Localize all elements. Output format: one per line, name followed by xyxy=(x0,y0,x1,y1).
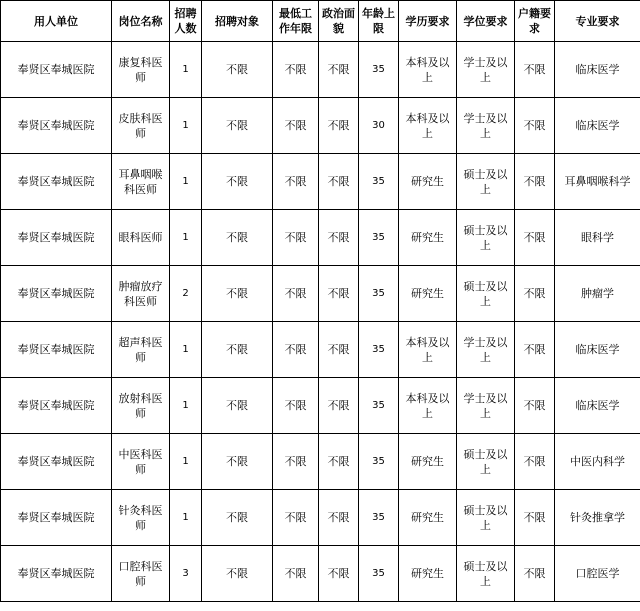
cell-headcount: 3 xyxy=(170,546,202,602)
cell-age-limit: 35 xyxy=(359,490,399,546)
cell-age-limit: 35 xyxy=(359,434,399,490)
cell-residence: 不限 xyxy=(515,322,555,378)
cell-major: 临床医学 xyxy=(555,42,640,98)
table-row xyxy=(1,322,640,378)
cell-political: 不限 xyxy=(319,490,359,546)
cell-min-years: 不限 xyxy=(273,434,319,490)
cell-min-years: 不限 xyxy=(273,546,319,602)
cell-headcount: 1 xyxy=(170,98,202,154)
cell-position: 康复科医师 xyxy=(112,42,170,98)
cell-degree: 硕士及以上 xyxy=(457,266,515,322)
cell-political: 不限 xyxy=(319,42,359,98)
cell-position: 超声科医师 xyxy=(112,322,170,378)
cell-unit: 奉贤区奉城医院 xyxy=(1,546,112,602)
cell-age-limit: 35 xyxy=(359,322,399,378)
cell-target: 不限 xyxy=(202,322,273,378)
cell-target: 不限 xyxy=(202,546,273,602)
cell-min-years: 不限 xyxy=(273,322,319,378)
cell-headcount: 1 xyxy=(170,434,202,490)
cell-political: 不限 xyxy=(319,98,359,154)
cell-age-limit: 35 xyxy=(359,266,399,322)
cell-education: 本科及以上 xyxy=(399,378,457,434)
cell-target: 不限 xyxy=(202,210,273,266)
header-target: 招聘对象 xyxy=(202,1,273,42)
cell-age-limit: 35 xyxy=(359,546,399,602)
cell-education: 研究生 xyxy=(399,546,457,602)
cell-political: 不限 xyxy=(319,266,359,322)
cell-residence: 不限 xyxy=(515,154,555,210)
cell-residence: 不限 xyxy=(515,434,555,490)
cell-age-limit: 35 xyxy=(359,378,399,434)
cell-residence: 不限 xyxy=(515,42,555,98)
cell-target: 不限 xyxy=(202,154,273,210)
cell-political: 不限 xyxy=(319,378,359,434)
cell-degree: 硕士及以上 xyxy=(457,154,515,210)
header-degree: 学位要求 xyxy=(457,1,515,42)
cell-position: 耳鼻咽喉科医师 xyxy=(112,154,170,210)
cell-position: 皮肤科医师 xyxy=(112,98,170,154)
cell-political: 不限 xyxy=(319,434,359,490)
table-row xyxy=(1,154,640,210)
cell-unit: 奉贤区奉城医院 xyxy=(1,98,112,154)
cell-education: 本科及以上 xyxy=(399,322,457,378)
cell-major: 肿瘤学 xyxy=(555,266,640,322)
cell-headcount: 1 xyxy=(170,154,202,210)
cell-unit: 奉贤区奉城医院 xyxy=(1,42,112,98)
header-position: 岗位名称 xyxy=(112,1,170,42)
header-major: 专业要求 xyxy=(555,1,640,42)
table-row xyxy=(1,42,640,98)
cell-residence: 不限 xyxy=(515,378,555,434)
cell-target: 不限 xyxy=(202,266,273,322)
cell-residence: 不限 xyxy=(515,98,555,154)
cell-major: 口腔医学 xyxy=(555,546,640,602)
cell-unit: 奉贤区奉城医院 xyxy=(1,266,112,322)
cell-degree: 学士及以上 xyxy=(457,322,515,378)
cell-major: 临床医学 xyxy=(555,98,640,154)
cell-residence: 不限 xyxy=(515,490,555,546)
cell-major: 眼科学 xyxy=(555,210,640,266)
cell-min-years: 不限 xyxy=(273,266,319,322)
cell-target: 不限 xyxy=(202,42,273,98)
cell-target: 不限 xyxy=(202,490,273,546)
table-row xyxy=(1,210,640,266)
cell-target: 不限 xyxy=(202,98,273,154)
cell-education: 研究生 xyxy=(399,210,457,266)
table-row xyxy=(1,490,640,546)
cell-unit: 奉贤区奉城医院 xyxy=(1,378,112,434)
cell-political: 不限 xyxy=(319,322,359,378)
table-row xyxy=(1,546,640,602)
header-residence: 户籍要求 xyxy=(515,1,555,42)
header-row xyxy=(1,1,640,42)
cell-political: 不限 xyxy=(319,546,359,602)
cell-min-years: 不限 xyxy=(273,490,319,546)
cell-political: 不限 xyxy=(319,210,359,266)
cell-target: 不限 xyxy=(202,434,273,490)
cell-degree: 硕士及以上 xyxy=(457,434,515,490)
cell-residence: 不限 xyxy=(515,210,555,266)
cell-position: 眼科医师 xyxy=(112,210,170,266)
header-education: 学历要求 xyxy=(399,1,457,42)
cell-education: 研究生 xyxy=(399,434,457,490)
cell-degree: 硕士及以上 xyxy=(457,210,515,266)
cell-min-years: 不限 xyxy=(273,154,319,210)
table-row xyxy=(1,266,640,322)
cell-education: 研究生 xyxy=(399,490,457,546)
cell-degree: 学士及以上 xyxy=(457,378,515,434)
cell-age-limit: 35 xyxy=(359,42,399,98)
cell-min-years: 不限 xyxy=(273,98,319,154)
cell-major: 针灸推拿学 xyxy=(555,490,640,546)
cell-min-years: 不限 xyxy=(273,378,319,434)
cell-degree: 学士及以上 xyxy=(457,42,515,98)
cell-unit: 奉贤区奉城医院 xyxy=(1,490,112,546)
cell-headcount: 2 xyxy=(170,266,202,322)
cell-position: 肿瘤放疗科医师 xyxy=(112,266,170,322)
table-row xyxy=(1,378,640,434)
cell-major: 临床医学 xyxy=(555,322,640,378)
cell-position: 针灸科医师 xyxy=(112,490,170,546)
cell-headcount: 1 xyxy=(170,490,202,546)
cell-unit: 奉贤区奉城医院 xyxy=(1,322,112,378)
cell-position: 放射科医师 xyxy=(112,378,170,434)
header-unit: 用人单位 xyxy=(1,1,112,42)
table-row xyxy=(1,98,640,154)
table-row xyxy=(1,434,640,490)
cell-major: 中医内科学 xyxy=(555,434,640,490)
cell-headcount: 1 xyxy=(170,210,202,266)
cell-position: 口腔科医师 xyxy=(112,546,170,602)
cell-education: 研究生 xyxy=(399,266,457,322)
cell-degree: 硕士及以上 xyxy=(457,546,515,602)
cell-degree: 学士及以上 xyxy=(457,98,515,154)
cell-min-years: 不限 xyxy=(273,210,319,266)
header-headcount: 招聘人数 xyxy=(170,1,202,42)
header-min-years: 最低工作年限 xyxy=(273,1,319,42)
cell-target: 不限 xyxy=(202,378,273,434)
cell-unit: 奉贤区奉城医院 xyxy=(1,154,112,210)
cell-headcount: 1 xyxy=(170,378,202,434)
cell-age-limit: 35 xyxy=(359,210,399,266)
cell-position: 中医科医师 xyxy=(112,434,170,490)
cell-major: 耳鼻咽喉科学 xyxy=(555,154,640,210)
cell-residence: 不限 xyxy=(515,266,555,322)
cell-unit: 奉贤区奉城医院 xyxy=(1,434,112,490)
cell-headcount: 1 xyxy=(170,42,202,98)
header-age-limit: 年龄上限 xyxy=(359,1,399,42)
cell-education: 研究生 xyxy=(399,154,457,210)
cell-headcount: 1 xyxy=(170,322,202,378)
cell-age-limit: 30 xyxy=(359,98,399,154)
cell-unit: 奉贤区奉城医院 xyxy=(1,210,112,266)
cell-min-years: 不限 xyxy=(273,42,319,98)
cell-major: 临床医学 xyxy=(555,378,640,434)
cell-political: 不限 xyxy=(319,154,359,210)
cell-degree: 硕士及以上 xyxy=(457,490,515,546)
cell-education: 本科及以上 xyxy=(399,42,457,98)
header-political: 政治面貌 xyxy=(319,1,359,42)
cell-residence: 不限 xyxy=(515,546,555,602)
cell-education: 本科及以上 xyxy=(399,98,457,154)
cell-age-limit: 35 xyxy=(359,154,399,210)
